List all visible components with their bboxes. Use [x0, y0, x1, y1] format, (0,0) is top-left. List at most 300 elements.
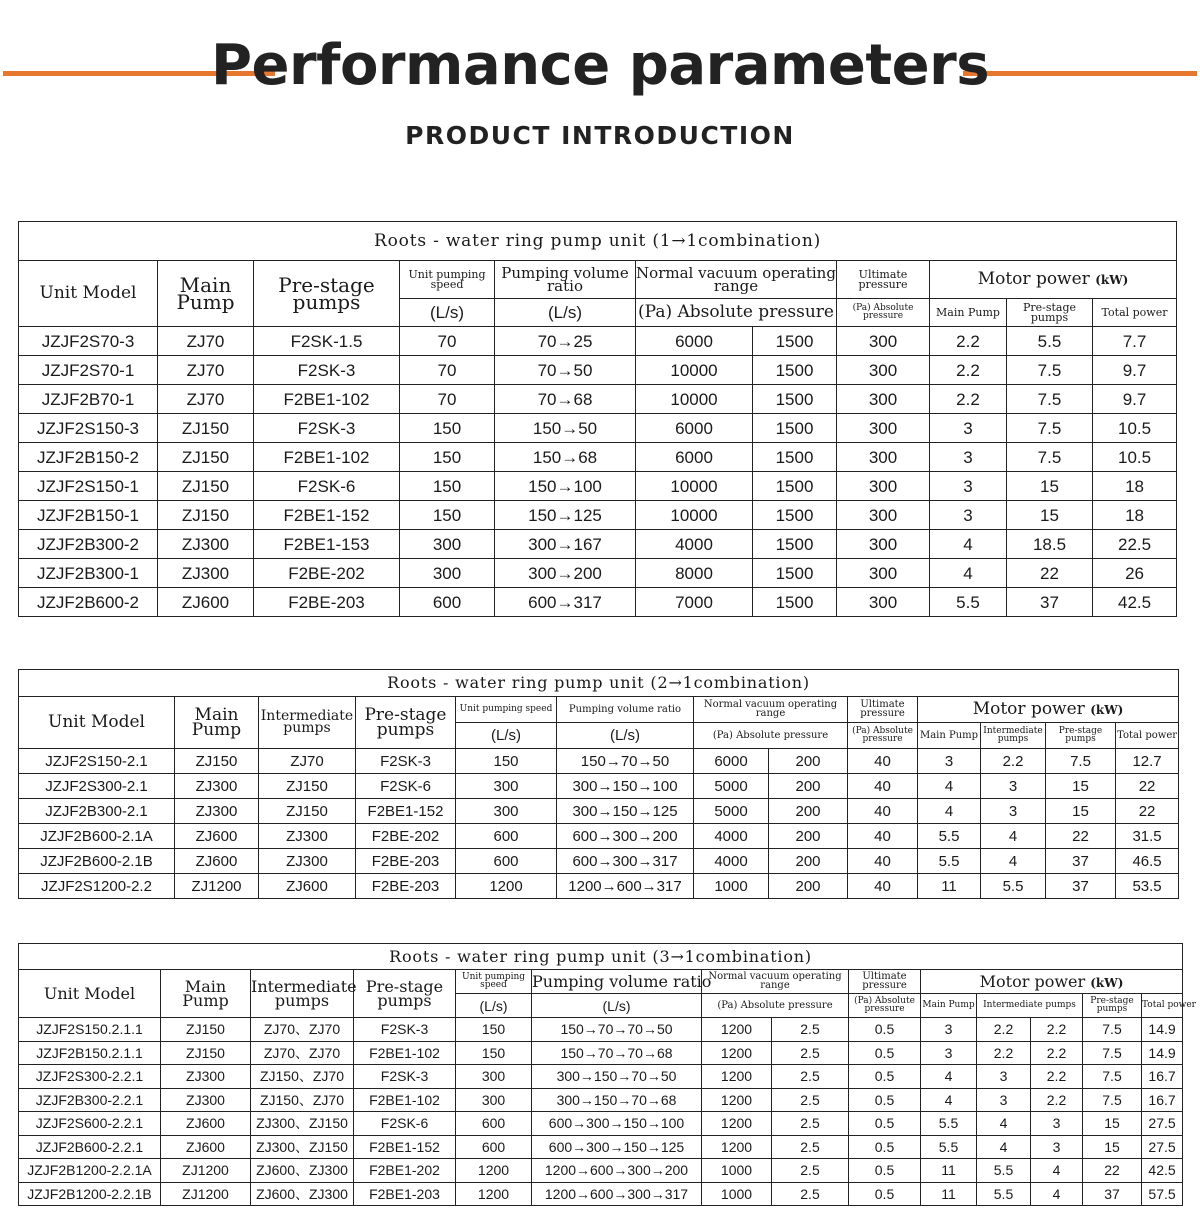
table-cell: JZJF2S150-3: [19, 414, 158, 443]
header-ultimate-pressure: Ultimate pressure: [848, 697, 918, 723]
table-cell: 26: [1093, 559, 1177, 588]
table-cell: 300→200: [495, 559, 636, 588]
header-motor-main-pump: Main Pump: [921, 994, 977, 1018]
header-ratio-unit: (L/s): [532, 994, 702, 1018]
table-cell: F2SK-6: [356, 774, 456, 799]
table-cell: ZJ300、ZJ150: [251, 1135, 354, 1159]
table-cell: ZJ1200: [161, 1182, 251, 1206]
table-cell: 3: [930, 443, 1007, 472]
table-cell: 42.5: [1142, 1159, 1183, 1183]
table-cell: 15: [1083, 1112, 1142, 1136]
header-motor-prestage-pumps: Pre-stage pumps: [1046, 723, 1116, 749]
table-cell: JZJF2B150-2: [19, 443, 158, 472]
page-subtitle: PRODUCT INTRODUCTION: [405, 121, 795, 150]
table-cell: 150: [400, 414, 495, 443]
table-row: [19, 414, 1177, 443]
table-cell: F2BE-202: [356, 824, 456, 849]
table-cell: F2BE1-102: [354, 1088, 456, 1112]
table-cell: JZJF2B600-2.1A: [19, 824, 175, 849]
table-cell: JZJF2B300-2.2.1: [19, 1088, 161, 1112]
table-cell: 150→70→70→50: [532, 1018, 702, 1042]
table-cell: 300: [456, 799, 557, 824]
table-cell: ZJ300: [175, 799, 259, 824]
table-cell: 300: [837, 588, 930, 617]
table-cell: F2BE1-152: [356, 799, 456, 824]
table-cell: 2.5: [772, 1135, 849, 1159]
table-cell: 57.5: [1142, 1182, 1183, 1206]
table-row: [19, 1041, 1183, 1065]
table-cell: ZJ1200: [161, 1159, 251, 1183]
table-cell: 2.5: [772, 1018, 849, 1042]
table-cell: 150→70→50: [557, 749, 694, 774]
table-cell: F2BE1-202: [354, 1159, 456, 1183]
table-cell: F2BE-203: [254, 588, 400, 617]
table-cell: ZJ300: [161, 1088, 251, 1112]
header-prestage-pumps: Pre-stage pumps: [354, 970, 456, 1018]
table-cell: 600: [400, 588, 495, 617]
header-absolute-pressure: (Pa) Absolute pressure: [694, 723, 848, 749]
table-cell: F2SK-3: [356, 749, 456, 774]
table-cell: ZJ600: [175, 849, 259, 874]
header-motor-total-power: Total power: [1093, 299, 1177, 327]
table-cell: 1000: [694, 874, 769, 899]
table-cell: 300: [456, 1065, 532, 1089]
table-cell: 5.5: [1007, 327, 1093, 356]
table-cell: 70: [400, 385, 495, 414]
table-cell: JZJF2B150.2.1.1: [19, 1041, 161, 1065]
table-row: [19, 849, 1179, 874]
table-cell: 300→150→125: [557, 799, 694, 824]
table-cell: 14.9: [1142, 1018, 1183, 1042]
table-cell: 4: [921, 1065, 977, 1089]
table-cell: 2.2: [1031, 1018, 1083, 1042]
table-cell: 31.5: [1116, 824, 1179, 849]
header-pumping-volume-ratio: Pumping volume ratio: [557, 697, 694, 723]
table-cell: 0.5: [849, 1135, 921, 1159]
table-cell: 1000: [702, 1182, 772, 1206]
header-main-pump: Main Pump: [158, 261, 254, 327]
table-cell: 300: [837, 559, 930, 588]
table-cell: 5000: [694, 774, 769, 799]
table-cell: ZJ150: [158, 501, 254, 530]
table-cell: F2SK-6: [254, 472, 400, 501]
table-cell: 600→300→200: [557, 824, 694, 849]
table-row: [19, 824, 1179, 849]
table-cell: 0.5: [849, 1112, 921, 1136]
table-cell: 300: [837, 327, 930, 356]
table-cell: 53.5: [1116, 874, 1179, 899]
table-cell: 150→125: [495, 501, 636, 530]
table-cell: 7.5: [1007, 443, 1093, 472]
table-cell: 46.5: [1116, 849, 1179, 874]
table-row: [19, 1018, 1183, 1042]
table-cell: ZJ300: [175, 774, 259, 799]
table-cell: JZJF2B300-2.1: [19, 799, 175, 824]
table-body: [19, 1018, 1183, 1206]
table-cell: 12.7: [1116, 749, 1179, 774]
table-cell: 4: [918, 799, 981, 824]
table-cell: 1500: [753, 414, 837, 443]
table-cell: 300: [837, 356, 930, 385]
table-cell: 8000: [636, 559, 753, 588]
table-cell: 600: [456, 824, 557, 849]
table-cell: 40: [848, 799, 918, 824]
table-cell: 22: [1083, 1159, 1142, 1183]
table-cell: 15: [1046, 799, 1116, 824]
table-row: [19, 588, 1177, 617]
table-caption: Roots - water ring pump unit (3→1combination): [19, 944, 1183, 970]
table-cell: 11: [918, 874, 981, 899]
table-cell: 200: [769, 799, 848, 824]
table-cell: 3: [930, 472, 1007, 501]
table-cell: F2BE1-153: [254, 530, 400, 559]
header-speed-unit: (L/s): [400, 299, 495, 327]
table-cell: 37: [1046, 849, 1116, 874]
table-cell: 16.7: [1142, 1065, 1183, 1089]
header-motor-prestage-pumps: Pre-stage pumps: [1007, 299, 1093, 327]
table-cell: 22: [1007, 559, 1093, 588]
table-cell: ZJ600: [259, 874, 356, 899]
spec-table-2to1: [18, 669, 1179, 899]
table-cell: 40: [848, 874, 918, 899]
table-row: [19, 749, 1179, 774]
table-cell: 200: [769, 824, 848, 849]
table-cell: ZJ600: [175, 824, 259, 849]
table-cell: 1200: [456, 874, 557, 899]
table-cell: 1500: [753, 327, 837, 356]
header-motor-power: [930, 261, 1177, 299]
table-cell: 7.7: [1093, 327, 1177, 356]
table-cell: 300: [837, 414, 930, 443]
table-cell: 4: [930, 559, 1007, 588]
header-ultimate-pressure: Ultimate pressure: [849, 970, 921, 994]
table-cell: 5.5: [921, 1135, 977, 1159]
table-cell: ZJ600: [158, 588, 254, 617]
table-cell: 1500: [753, 530, 837, 559]
table-cell: 9.7: [1093, 356, 1177, 385]
table-row: [19, 356, 1177, 385]
table-cell: 4: [977, 1135, 1031, 1159]
header-unit-model: Unit Model: [19, 261, 158, 327]
table-cell: F2BE1-203: [354, 1182, 456, 1206]
header-prestage-pumps: Pre-stage pumps: [356, 697, 456, 749]
table-cell: 3: [918, 749, 981, 774]
table-cell: 5.5: [918, 824, 981, 849]
table-cell: 0.5: [849, 1088, 921, 1112]
table-cell: 150: [400, 472, 495, 501]
table-cell: F2SK-1.5: [254, 327, 400, 356]
table-cell: F2SK-3: [354, 1065, 456, 1089]
table-cell: 9.7: [1093, 385, 1177, 414]
header-absolute-pressure: (Pa) Absolute pressure: [702, 994, 849, 1018]
table-row: [19, 874, 1179, 899]
table-cell: 7.5: [1007, 414, 1093, 443]
table-cell: JZJF2S1200-2.2: [19, 874, 175, 899]
table-cell: 300: [837, 472, 930, 501]
table-cell: 10.5: [1093, 414, 1177, 443]
table-row: [19, 472, 1177, 501]
header-unit-pumping-speed: Unit pumping speed: [400, 261, 495, 299]
table-body: [19, 749, 1179, 899]
motor-power-unit: (kW): [1090, 975, 1124, 990]
table-cell: 3: [977, 1065, 1031, 1089]
table-row: [19, 501, 1177, 530]
table-cell: ZJ70: [158, 385, 254, 414]
table-cell: ZJ150: [161, 1018, 251, 1042]
header-main-pump: Main Pump: [161, 970, 251, 1018]
table-cell: 3: [1031, 1112, 1083, 1136]
table-cell: 4: [918, 774, 981, 799]
table-cell: 22: [1046, 824, 1116, 849]
table-cell: JZJF2B1200-2.2.1A: [19, 1159, 161, 1183]
table-cell: 70: [400, 356, 495, 385]
table-cell: 300: [400, 530, 495, 559]
table-cell: JZJF2S70-1: [19, 356, 158, 385]
table-cell: 10000: [636, 356, 753, 385]
table-cell: 600→317: [495, 588, 636, 617]
table-cell: ZJ150: [161, 1041, 251, 1065]
table-row: [19, 327, 1177, 356]
table-cell: 150: [400, 443, 495, 472]
table-cell: ZJ70: [259, 749, 356, 774]
table-row: [19, 1088, 1183, 1112]
table-cell: F2BE1-102: [254, 443, 400, 472]
table-cell: ZJ1200: [175, 874, 259, 899]
table-cell: 1200→600→300→200: [532, 1159, 702, 1183]
page-title: Performance parameters: [210, 33, 990, 98]
table-cell: JZJF2B300-1: [19, 559, 158, 588]
table-cell: 2.5: [772, 1159, 849, 1183]
header-motor-intermediate-pumps: Intermediate pumps: [981, 723, 1046, 749]
table-cell: 70: [400, 327, 495, 356]
table-cell: ZJ150: [259, 799, 356, 824]
table-cell: 1200: [702, 1135, 772, 1159]
table-cell: JZJF2B150-1: [19, 501, 158, 530]
table-cell: 37: [1007, 588, 1093, 617]
table-cell: 5.5: [977, 1159, 1031, 1183]
table-cell: 18: [1093, 501, 1177, 530]
table-cell: JZJF2B600-2.2.1: [19, 1135, 161, 1159]
table-cell: 7.5: [1007, 385, 1093, 414]
header-motor-power: [921, 970, 1183, 994]
motor-power-label: Motor power: [977, 269, 1090, 289]
table-cell: 10.5: [1093, 443, 1177, 472]
table-cell: 6000: [636, 443, 753, 472]
table-cell: 40: [848, 849, 918, 874]
table-cell: ZJ300: [158, 559, 254, 588]
table-cell: 1500: [753, 501, 837, 530]
table-cell: 11: [921, 1182, 977, 1206]
table-caption: Roots - water ring pump unit (2→1combination): [19, 670, 1179, 697]
table-cell: 4000: [694, 824, 769, 849]
table-cell: 7.5: [1083, 1018, 1142, 1042]
table-cell: 1200→600→300→317: [532, 1182, 702, 1206]
table-cell: 300→150→100: [557, 774, 694, 799]
header-intermediate-pumps: Intermediate pumps: [251, 970, 354, 1018]
table-cell: ZJ300: [259, 824, 356, 849]
table-cell: F2BE1-152: [354, 1135, 456, 1159]
spec-table-1to1: [18, 221, 1177, 617]
header-unit-model: Unit Model: [19, 697, 175, 749]
table-cell: 2.5: [772, 1041, 849, 1065]
table-cell: ZJ300: [158, 530, 254, 559]
table-cell: 2.2: [1031, 1088, 1083, 1112]
table-cell: 200: [769, 874, 848, 899]
header-pumping-volume-ratio: Pumping volume ratio: [532, 970, 702, 994]
table-cell: ZJ70、ZJ70: [251, 1041, 354, 1065]
table-cell: 40: [848, 749, 918, 774]
header-speed-unit: (L/s): [456, 723, 557, 749]
table-cell: 600→300→150→100: [532, 1112, 702, 1136]
table-cell: 3: [921, 1018, 977, 1042]
table-cell: F2SK-6: [354, 1112, 456, 1136]
table-cell: 7.5: [1007, 356, 1093, 385]
table-cell: JZJF2S150-2.1: [19, 749, 175, 774]
table-cell: JZJF2B600-2: [19, 588, 158, 617]
table-cell: 7.5: [1083, 1041, 1142, 1065]
table-cell: ZJ300: [161, 1065, 251, 1089]
header-ultimate-absolute-pressure: (Pa) Absolute pressure: [837, 299, 930, 327]
header-motor-main-pump: Main Pump: [918, 723, 981, 749]
header-ratio-unit: (L/s): [557, 723, 694, 749]
table-caption: Roots - water ring pump unit (1→1combination): [19, 222, 1177, 261]
table-cell: 300→167: [495, 530, 636, 559]
table-cell: 3: [981, 799, 1046, 824]
table-cell: 42.5: [1093, 588, 1177, 617]
table-cell: 1200: [702, 1041, 772, 1065]
table-cell: ZJ70: [158, 356, 254, 385]
table-cell: ZJ600: [161, 1112, 251, 1136]
table-cell: 40: [848, 774, 918, 799]
table-row: [19, 1135, 1183, 1159]
table-cell: 11: [921, 1159, 977, 1183]
header-main-pump: Main Pump: [175, 697, 259, 749]
table-cell: JZJF2S150-1: [19, 472, 158, 501]
table-cell: 1500: [753, 356, 837, 385]
table-cell: 1500: [753, 588, 837, 617]
table-cell: 0.5: [849, 1065, 921, 1089]
header-normal-vacuum-range: Normal vacuum operating range: [702, 970, 849, 994]
table-cell: 6000: [636, 414, 753, 443]
table-cell: 150→68: [495, 443, 636, 472]
table-cell: 2.5: [772, 1112, 849, 1136]
header-ratio-unit: (L/s): [495, 299, 636, 327]
table-cell: F2BE-202: [254, 559, 400, 588]
header-ultimate-pressure: Ultimate pressure: [837, 261, 930, 299]
table-cell: 15: [1007, 501, 1093, 530]
table-cell: 300: [837, 385, 930, 414]
header-pumping-volume-ratio: Pumping volume ratio: [495, 261, 636, 299]
table-row: [19, 530, 1177, 559]
table-row: [19, 1065, 1183, 1089]
header-motor-total-power: Total power: [1142, 994, 1183, 1018]
table-cell: 14.9: [1142, 1041, 1183, 1065]
table-cell: 2.5: [772, 1088, 849, 1112]
table-cell: 7.5: [1083, 1088, 1142, 1112]
table-row: [19, 774, 1179, 799]
table-cell: 3: [930, 414, 1007, 443]
table-cell: 300→150→70→68: [532, 1088, 702, 1112]
table-cell: 2.2: [930, 356, 1007, 385]
table-cell: JZJF2S300-2.1: [19, 774, 175, 799]
table-cell: 150→50: [495, 414, 636, 443]
table-cell: 1200: [456, 1182, 532, 1206]
table-cell: 37: [1046, 874, 1116, 899]
table-cell: ZJ600、ZJ300: [251, 1182, 354, 1206]
table-cell: 27.5: [1142, 1135, 1183, 1159]
table-cell: 3: [1031, 1135, 1083, 1159]
table-cell: 300: [400, 559, 495, 588]
table-cell: 300: [837, 530, 930, 559]
table-cell: ZJ300、ZJ150: [251, 1112, 354, 1136]
table-cell: 600: [456, 849, 557, 874]
table-cell: F2BE-203: [356, 874, 456, 899]
table-cell: ZJ300: [259, 849, 356, 874]
table-cell: 4: [981, 824, 1046, 849]
table-cell: 7.5: [1046, 749, 1116, 774]
table-cell: F2BE-203: [356, 849, 456, 874]
table-cell: 10000: [636, 501, 753, 530]
table-cell: 150: [456, 1041, 532, 1065]
table-cell: 600→300→150→125: [532, 1135, 702, 1159]
table-cell: 2.2: [1031, 1065, 1083, 1089]
table-cell: 1500: [753, 443, 837, 472]
table-cell: 4: [1031, 1159, 1083, 1183]
table-cell: JZJF2S300-2.2.1: [19, 1065, 161, 1089]
table-row: [19, 1159, 1183, 1183]
header-ultimate-absolute-pressure: (Pa) Absolute pressure: [848, 723, 918, 749]
table-cell: 2.5: [772, 1065, 849, 1089]
table-cell: 2.2: [930, 385, 1007, 414]
table-cell: F2BE1-152: [254, 501, 400, 530]
table-cell: 2.2: [977, 1041, 1031, 1065]
table-cell: 5000: [694, 799, 769, 824]
table-cell: 40: [848, 824, 918, 849]
table-cell: 1200: [702, 1018, 772, 1042]
spec-table-3to1: [18, 943, 1196, 1206]
table-cell: 150: [456, 749, 557, 774]
table-cell: 300: [837, 443, 930, 472]
header-speed-unit: (L/s): [456, 994, 532, 1018]
table-cell: ZJ600、ZJ300: [251, 1159, 354, 1183]
table-cell: ZJ70: [158, 327, 254, 356]
table-cell: JZJF2S600-2.2.1: [19, 1112, 161, 1136]
motor-power-unit: (kW): [1090, 703, 1124, 717]
table-cell: 1500: [753, 385, 837, 414]
table-cell: F2BE1-102: [254, 385, 400, 414]
table-row: [19, 799, 1179, 824]
table-cell: 300: [456, 1088, 532, 1112]
table-cell: 5.5: [981, 874, 1046, 899]
motor-power-label: Motor power: [979, 971, 1086, 991]
table-cell: 3: [921, 1041, 977, 1065]
table-cell: ZJ150、ZJ70: [251, 1088, 354, 1112]
table-row: [19, 559, 1177, 588]
table-cell: ZJ150: [158, 472, 254, 501]
table-cell: 4000: [636, 530, 753, 559]
table-cell: 1200: [702, 1065, 772, 1089]
table-cell: 22.5: [1093, 530, 1177, 559]
table-cell: 0.5: [849, 1041, 921, 1065]
table-cell: JZJF2B70-1: [19, 385, 158, 414]
table-cell: 200: [769, 774, 848, 799]
table-cell: 1200: [456, 1159, 532, 1183]
table-cell: ZJ150、ZJ70: [251, 1065, 354, 1089]
table-cell: 5.5: [921, 1112, 977, 1136]
table-cell: 2.2: [1031, 1041, 1083, 1065]
table-cell: 4: [977, 1112, 1031, 1136]
header-motor-prestage-pumps: Pre-stage pumps: [1083, 994, 1142, 1018]
